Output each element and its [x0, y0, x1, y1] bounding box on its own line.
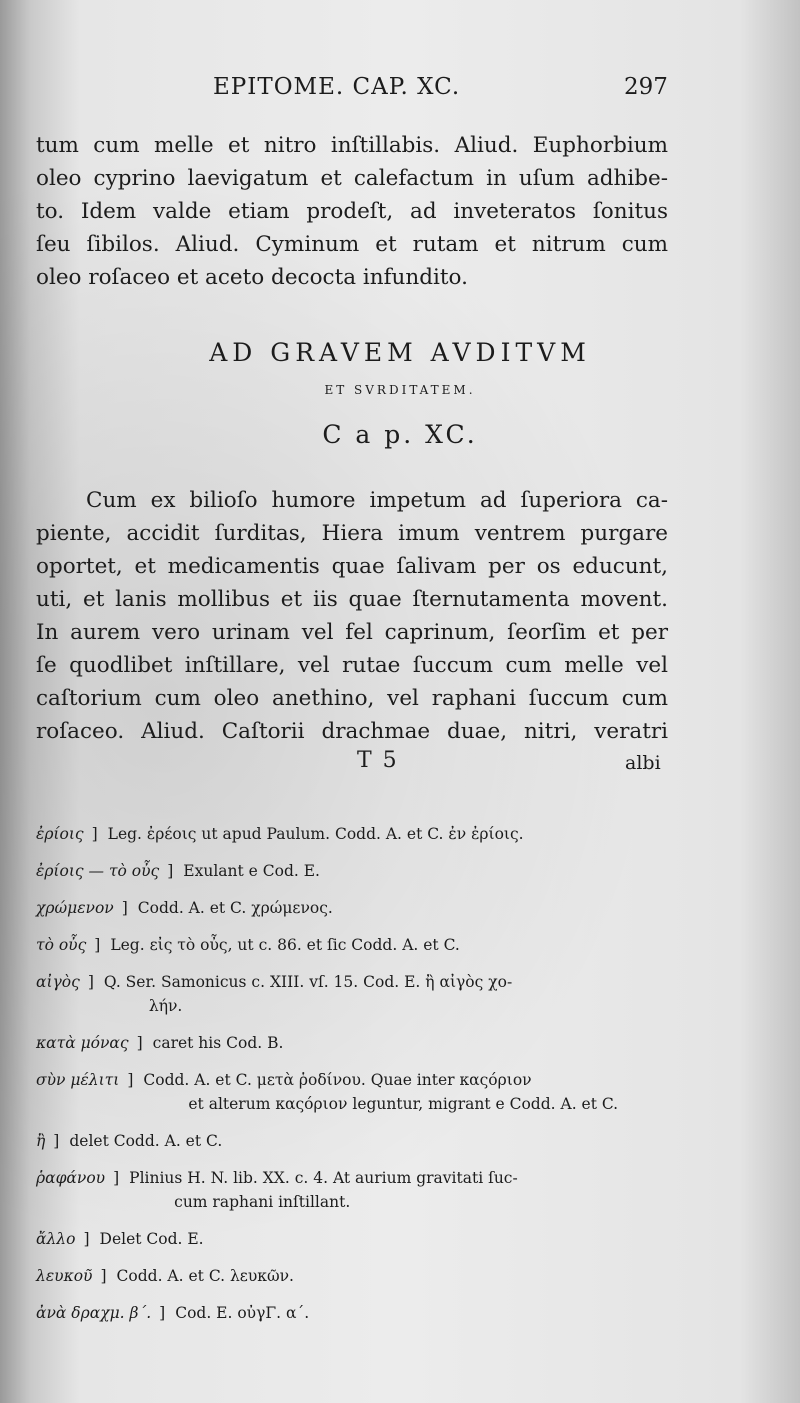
- note-lemma: τὸ οὖς: [36, 936, 87, 954]
- note-text: Codd. A. et C. χρώμενος.: [137, 899, 333, 917]
- footnote: [36, 1227, 676, 1251]
- note-text-line: Codd. A. et C. μετὰ ῥοδίνου. Quae inter καςόριον: [143, 1071, 532, 1089]
- chapter-heading: C a p. XC.: [322, 420, 478, 449]
- text-line: caſtorium cum oleo anethino, vel raphani ſuccum cum: [36, 686, 668, 711]
- note-bracket: ]: [100, 1267, 107, 1285]
- note-lemma: ἄλλο: [36, 1230, 76, 1248]
- note-text: caret his Cod. B.: [152, 1034, 284, 1052]
- note-bracket: ]: [127, 1071, 134, 1089]
- note-lemma: ῥαφάνου: [36, 1169, 106, 1187]
- text-line: roſaceo. Aliud. Caſtorii drachmae duae, nitri, veratri: [36, 719, 668, 744]
- footnote: [36, 1301, 676, 1325]
- note-text-continuation: cum raphani inſtillant.: [174, 1193, 351, 1211]
- signature-mark: T 5: [357, 748, 399, 773]
- note-text: Codd. A. et C. λευκῶν.: [116, 1267, 294, 1285]
- note-text: [143, 1068, 676, 1116]
- running-head: EPITOME. CAP. XC.: [213, 74, 461, 100]
- page-number: 297: [624, 74, 668, 100]
- text-line: tum cum melle et nitro inſtillabis. Aliud. Euphorbium: [36, 133, 668, 158]
- footnote: [36, 1031, 676, 1055]
- note-bracket: ]: [136, 1034, 143, 1052]
- note-text-line: Plinius H. N. lib. XX. c. 4. At aurium gravitati ſuc-: [129, 1169, 518, 1187]
- footnote: [36, 859, 676, 883]
- note-text-line: Q. Ser. Samonicus c. XIII. vſ. 15. Cod. E. ἢ αἰγὸς χο-: [103, 973, 513, 991]
- note-lemma: χρώμενον: [36, 899, 114, 917]
- note-lemma: ἢ: [36, 1132, 46, 1150]
- text-line: to. Idem valde etiam prodeſt, ad inveteratos ſonitus: [36, 199, 668, 224]
- note-text: Cod. E. οὐγΓ. α´.: [175, 1304, 310, 1322]
- text-line: ſeu ſibilos. Aliud. Cyminum et rutam et nitrum cum: [36, 232, 668, 257]
- note-text: Leg. εἰς τὸ οὖς, ut c. 86. et ſic Codd. A. et C.: [110, 936, 460, 954]
- footnotes: [36, 822, 676, 1338]
- note-bracket: ]: [94, 936, 101, 954]
- note-text: Exulant e Cod. E.: [183, 862, 320, 880]
- text-line: oleo cyprino laevigatum et calefactum in uſum adhibe-: [36, 166, 668, 191]
- note-lemma: ἀνὰ δραχμ. β´.: [36, 1304, 152, 1322]
- note-text-continuation: λήν.: [148, 997, 183, 1015]
- page-header: [0, 74, 800, 110]
- footnote: [36, 933, 676, 957]
- note-text: Leg. ἐρέοις ut apud Paulum. Codd. A. et C. ἐν ἐρίοις.: [107, 825, 524, 843]
- footnote: [36, 822, 676, 846]
- note-bracket: ]: [121, 899, 128, 917]
- text-line: In aurem vero urinam vel fel caprinum, ſeorſim et per: [36, 620, 668, 645]
- section-title: AD GRAVEM AVDITVM: [209, 338, 591, 367]
- note-lemma: σὺν μέλιτι: [36, 1071, 120, 1089]
- section-subtitle: ET SVRDITATEM.: [324, 383, 476, 397]
- note-bracket: ]: [91, 825, 98, 843]
- note-lemma: ἐρίοις: [36, 825, 84, 843]
- note-text-continuation: et alterum καςόριον leguntur, migrant e Codd. A. et C.: [188, 1095, 619, 1113]
- text-line: oleo roſaceo et aceto decocta infundito.: [36, 265, 468, 290]
- note-bracket: ]: [53, 1132, 60, 1150]
- note-lemma: λευκοῦ: [36, 1267, 93, 1285]
- note-text: delet Codd. A. et C.: [69, 1132, 223, 1150]
- note-text: [104, 970, 676, 1018]
- note-bracket: ]: [113, 1169, 120, 1187]
- text-line: Cum ex bilioſo humore impetum ad ſuperiora ca-: [86, 488, 668, 513]
- text-line: uti, et lanis mollibus et iis quae ſternutamenta movent.: [36, 587, 668, 612]
- paragraph-main: [36, 484, 668, 748]
- paragraph-top: [36, 129, 668, 294]
- note-bracket: ]: [159, 1304, 166, 1322]
- note-text: Delet Cod. E.: [99, 1230, 204, 1248]
- note-text: [129, 1166, 676, 1214]
- footnote: [36, 1068, 676, 1116]
- note-lemma: ἐρίοις — τὸ οὖς: [36, 862, 160, 880]
- note-bracket: ]: [167, 862, 174, 880]
- note-lemma: κατὰ μόνας: [36, 1034, 129, 1052]
- note-lemma: αἰγὸς: [36, 973, 80, 991]
- note-bracket: ]: [87, 973, 94, 991]
- note-bracket: ]: [83, 1230, 90, 1248]
- footnote: [36, 1166, 676, 1214]
- footnote: [36, 970, 676, 1018]
- catchword: albi: [625, 752, 661, 774]
- footnote: [36, 896, 676, 920]
- footnote: [36, 1264, 676, 1288]
- text-line: ſe quodlibet inſtillare, vel rutae ſuccum cum melle vel: [36, 653, 668, 678]
- text-line: oportet, et medicamentis quae ſalivam per os educunt,: [36, 554, 668, 579]
- text-line: piente, accidit ſurditas, Hiera imum ventrem purgare: [36, 521, 668, 546]
- footnote: [36, 1129, 676, 1153]
